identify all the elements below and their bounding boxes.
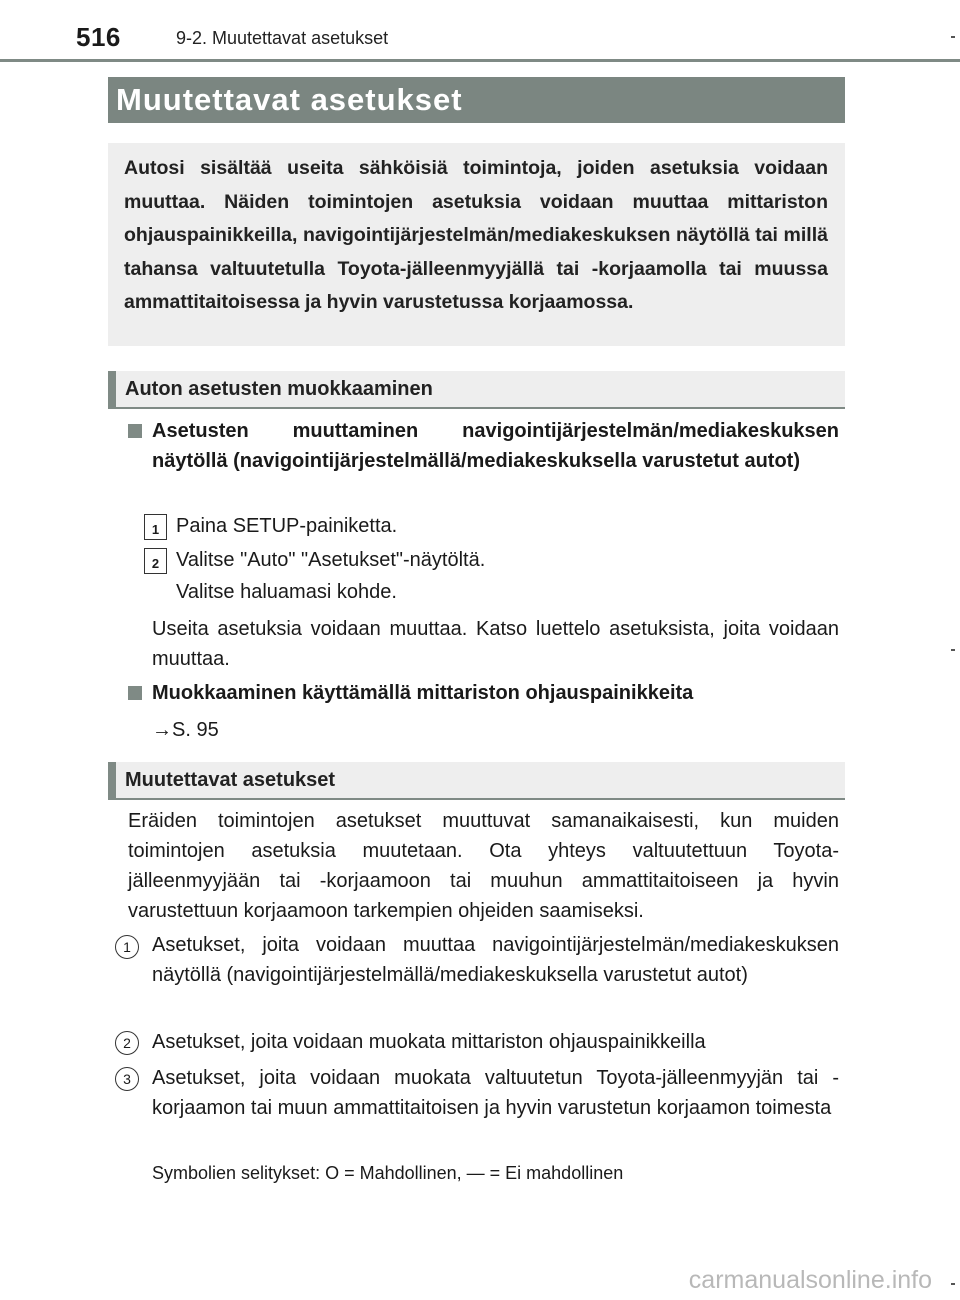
section-heading-auton-asetusten [108, 371, 845, 409]
watermark: carmanualsonline.info [688, 1266, 932, 1294]
subsection-title-navigation: Asetusten muuttaminen navigointijärjestelmän/mediakeskuksen näytöllä (navigointijärjestelmällä/mediakeskuksella varustetut autot) [152, 420, 839, 472]
circle-number-1: 1 [115, 935, 139, 959]
title-bar [108, 77, 845, 123]
symbol-legend: Symbolien selitykset: O = Mahdollinen, — = Ei mahdollinen [152, 1163, 624, 1183]
crop-mark [951, 649, 955, 651]
section-accent [108, 762, 116, 800]
section-heading-label: Auton asetusten muokkaaminen [125, 378, 433, 400]
running-header: 9-2. Muutettavat asetukset [176, 28, 389, 48]
crop-mark [951, 1283, 955, 1285]
step-text-2: Valitse "Auto" "Asetukset"-näytöltä. [176, 549, 486, 571]
page-number: 516 [76, 22, 121, 52]
circle-number-2: 2 [115, 1031, 139, 1055]
section-heading-label: Muutettavat asetukset [125, 769, 336, 791]
square-bullet-icon [128, 686, 142, 700]
step-text-2b: Valitse haluamasi kohde. [176, 581, 397, 603]
square-bullet-icon [128, 424, 142, 438]
circle-number-3: 3 [115, 1067, 139, 1091]
section-accent [108, 371, 116, 409]
step-number-2: 2 [144, 548, 167, 574]
list-item: Asetukset, joita voidaan muuttaa navigointijärjestelmän/mediakeskuksen näytöllä (navigointijärjestelmällä/mediakeskuksella varustetut autot) [152, 934, 839, 986]
intro-text: Autosi sisältää useita sähköisiä toimintoja, joiden asetuksia voidaan muuttaa. Näiden toimintojen asetuksia voidaan muuttaa mittariston ohjauspainikkeilla, navigointijärjestelmän/mediakeskuksen näytöllä tai millä tahansa valtuutetulla Toyota-jälleenmyyjällä tai -korjaamolla tai muussa ammattitaitoisessa ja hyvin varustetussa korjaamossa. [124, 157, 828, 313]
settings-note: Useita asetuksia voidaan muuttaa. Katso luettelo asetuksista, joita voidaan muuttaa. [152, 618, 839, 670]
page-reference [152, 715, 219, 745]
header-rule [0, 59, 960, 62]
subsection-title-meter: Muokkaaminen käyttämällä mittariston ohjauspainikkeita [152, 682, 694, 704]
step-number-1: 1 [144, 514, 167, 540]
list-item: Asetukset, joita voidaan muokata valtuutetun Toyota-jälleenmyyjän tai -korjaamon tai muun ammattitaitoisen ja hyvin varustetun korjaamon toimesta [152, 1067, 839, 1119]
list-item: Asetukset, joita voidaan muokata mittariston ohjauspainikkeilla [152, 1031, 706, 1053]
section-heading-muutettavat [108, 762, 845, 800]
arrow-right-icon: → [152, 719, 172, 741]
crop-mark [951, 36, 955, 38]
intro-box [108, 143, 845, 346]
page-title: Muutettavat asetukset [116, 82, 463, 117]
section2-paragraph: Eräiden toimintojen asetukset muuttuvat samanaikaisesti, kun muiden toimintojen asetuksia muutetaan. Ota yhteys valtuutettuun Toyota-jälleenmyyjään tai -korjaamoon tai muuhun ammattitaitoiseen ja hyvin varustettuun korjaamoon tarkempien ohjeiden saamiseksi. [128, 810, 839, 922]
page-reference-text: S. 95 [172, 719, 219, 741]
step-text-1: Paina SETUP-painiketta. [176, 515, 398, 537]
